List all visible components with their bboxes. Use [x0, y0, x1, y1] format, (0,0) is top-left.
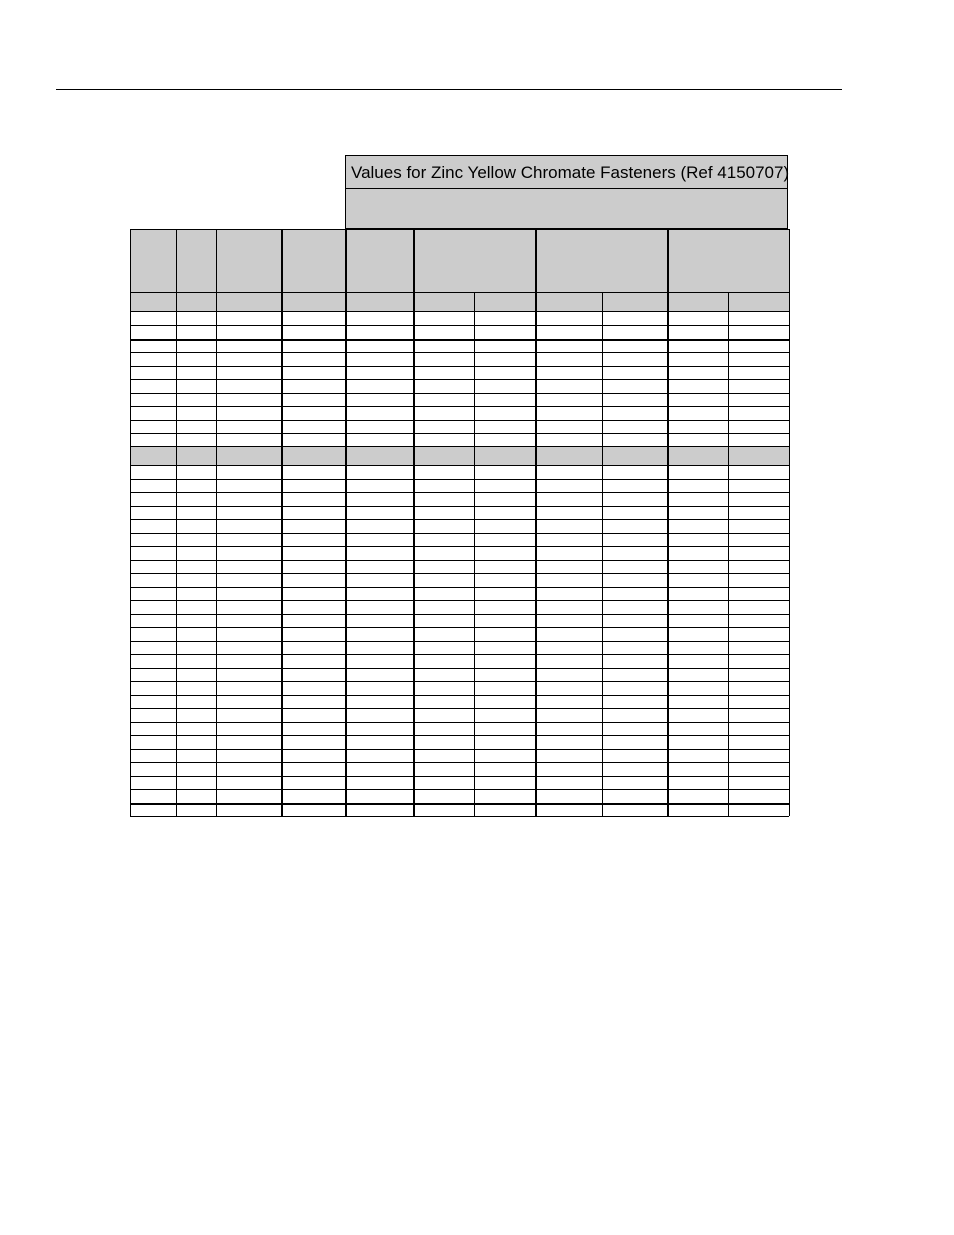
- grid-line: [474, 292, 475, 816]
- grid-line: [130, 587, 789, 588]
- grid-line: [130, 506, 789, 507]
- grid-line: [130, 229, 789, 230]
- grid-line: [130, 816, 789, 817]
- grid-line: [130, 627, 789, 628]
- grid-line: [130, 393, 789, 394]
- grid-line: [130, 379, 789, 380]
- grid-line: [130, 366, 789, 367]
- grid-line: [176, 229, 177, 816]
- grid-line: [130, 776, 789, 777]
- grid-line: [130, 681, 789, 682]
- section-band: [130, 446, 789, 465]
- grid-line: [130, 749, 789, 750]
- grid-line: [130, 573, 789, 574]
- grid-line: [281, 229, 283, 816]
- grid-line: [130, 311, 789, 312]
- grid-line: [130, 492, 789, 493]
- header-band: [130, 229, 789, 311]
- grid-line: [130, 339, 789, 341]
- grid-line: [789, 229, 790, 816]
- grid-line: [130, 614, 789, 615]
- grid-line: [130, 519, 789, 520]
- grid-line: [728, 292, 729, 816]
- grid-line: [130, 325, 789, 326]
- grid-line: [130, 479, 789, 480]
- grid-line: [130, 420, 789, 421]
- grid-line: [130, 433, 789, 434]
- grid-line: [130, 722, 789, 723]
- grid-line: [535, 229, 537, 816]
- grid-line: [130, 465, 789, 466]
- table-title: Values for Zinc Yellow Chromate Fasteners (Ref 4150707): [346, 156, 787, 189]
- grid-line: [130, 352, 789, 353]
- grid-line: [130, 533, 789, 534]
- grid-line: [130, 803, 789, 805]
- grid-line: [130, 735, 789, 736]
- grid-line: [130, 406, 789, 407]
- grid-line: [130, 446, 789, 447]
- grid-line: [413, 229, 415, 816]
- grid-line: [130, 708, 789, 709]
- grid-line: [130, 654, 789, 655]
- grid-line: [130, 695, 789, 696]
- grid-line: [130, 762, 789, 763]
- grid-line: [345, 229, 347, 816]
- grid-line: [130, 668, 789, 669]
- grid-line: [130, 560, 789, 561]
- grid-line: [602, 292, 603, 816]
- grid-line: [216, 229, 217, 816]
- grid-line: [130, 641, 789, 642]
- grid-line: [667, 229, 669, 816]
- grid-line: [130, 292, 789, 293]
- grid-line: [130, 789, 789, 790]
- grid-line: [130, 546, 789, 547]
- grid-line: [130, 600, 789, 601]
- grid-line: [130, 229, 131, 816]
